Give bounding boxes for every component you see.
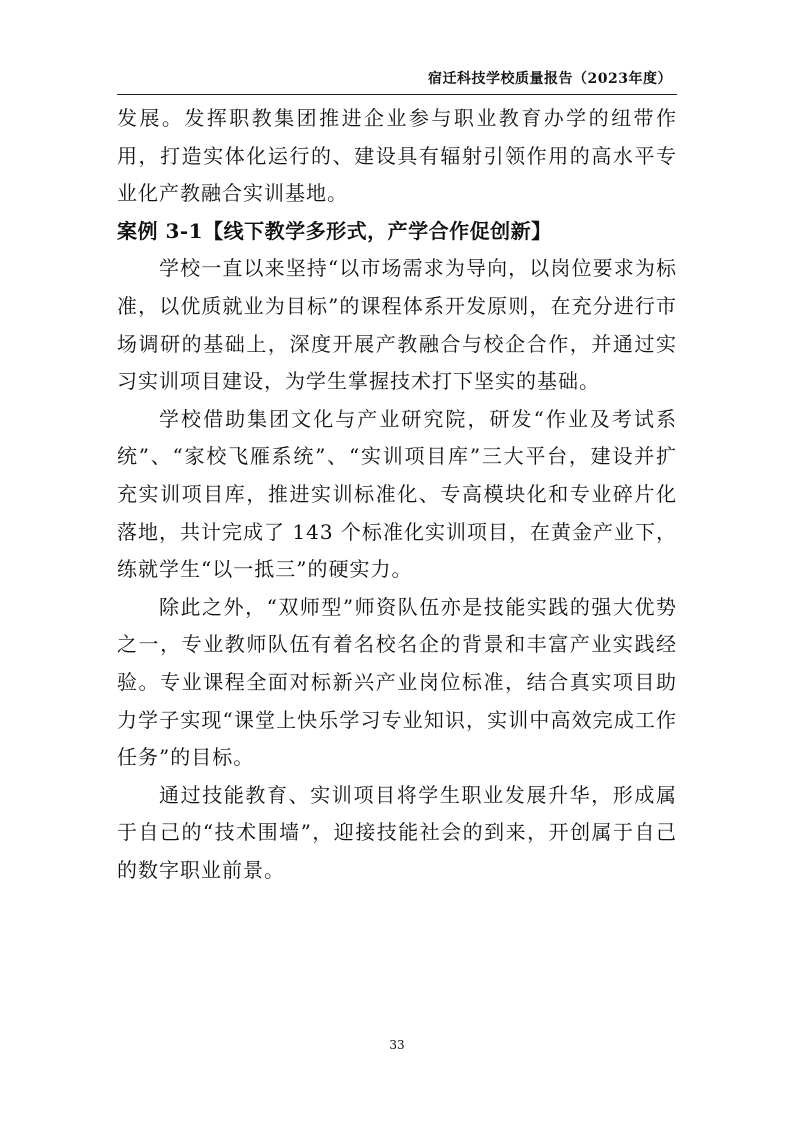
- document-body: [117, 100, 677, 889]
- body-paragraph-3: 除此之外，“双师型”师资队伍亦是技能实践的强大优势之一，专业教师队伍有着名校名企的背景和丰富产业实践经验。专业课程全面对标新兴产业岗位标准，结合真实项目助力学子实现“课堂上快乐学习专业知识，实训中高效完成工作任务”的目标。: [117, 594, 677, 770]
- body-paragraph-4: 通过技能教育、实训项目将学生职业发展升华，形成属于自己的“技术围墙”，迎接技能社会的到来，开创属于自己的数字职业前景。: [117, 782, 677, 882]
- continuation-paragraph: 发展。发挥职教集团推进企业参与职业教育办学的纽带作用，打造实体化运行的、建设具有辐射引领作用的高水平专业化产教融合实训基地。: [117, 106, 677, 206]
- page-header-title: 宿迁科技学校质量报告（2023年度）: [428, 71, 672, 87]
- case-heading: 案例 3-1【线下教学多形式，产学合作促创新】: [117, 218, 552, 243]
- page-number: 33: [389, 1038, 405, 1052]
- body-paragraph-2: 学校借助集团文化与产业研究院，研发“作业及考试系统”、“家校飞雁系统”、“实训项目库”三大平台，建设并扩充实训项目库，推进实训标准化、专高模块化和专业碎片化落地，共计完成了 143 个标准化实训项目，在黄金产业下，练就学生“以一抵三”的硬实力。: [117, 406, 677, 582]
- body-paragraph-1: 学校一直以来坚持“以市场需求为导向，以岗位要求为标准，以优质就业为目标”的课程体系开发原则，在充分进行市场调研的基础上，深度开展产教融合与校企合作，并通过实习实训项目建设，为学生掌握技术打下坚实的基础。: [117, 256, 677, 394]
- header-divider: [117, 94, 677, 95]
